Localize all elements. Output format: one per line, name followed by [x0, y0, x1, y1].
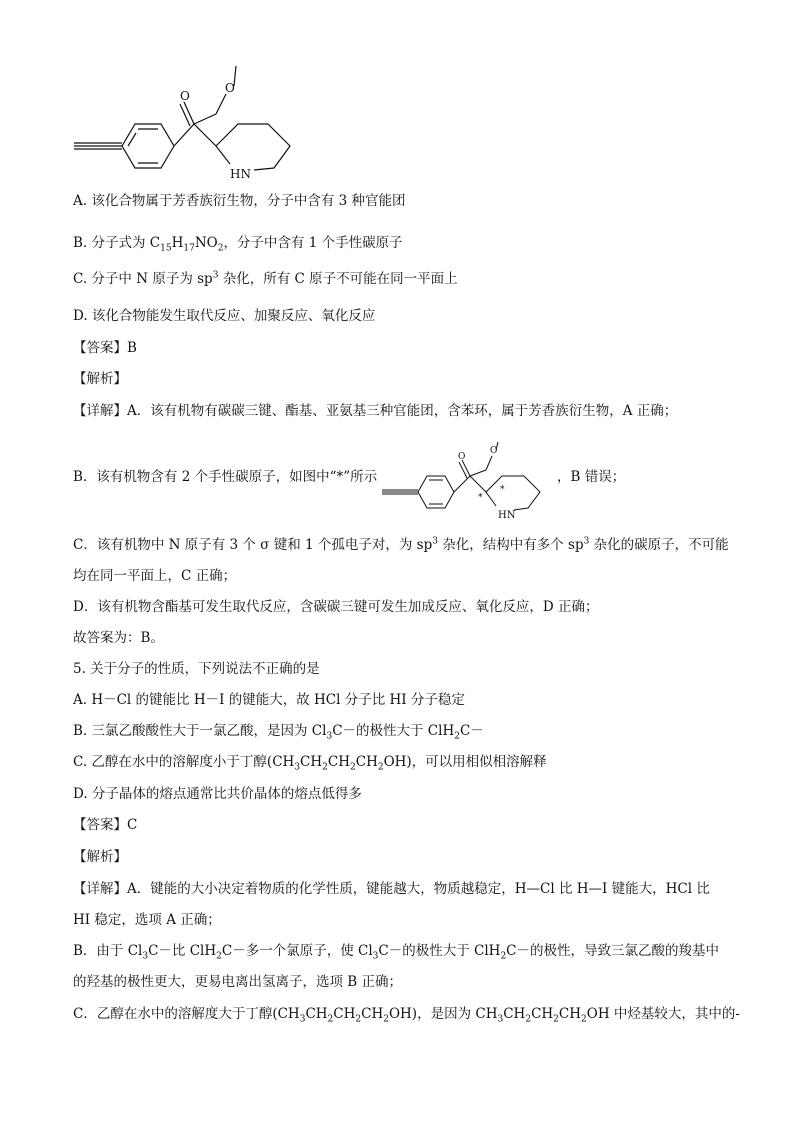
nh-label-2: HN [498, 510, 516, 521]
q5-option-b: B. 三氯乙酸酸性大于一氯乙酸，是因为 $Cl_3C-$的极性大于 ClH$_2$C－ [73, 723, 484, 742]
q5-option-a: A. H－Cl 的键能比 H－I 的键能大，故 HCl 分子比 HI 分子稳定 [73, 692, 465, 708]
q5-stem: 5. 关于分子的性质，下列说法不正确的是 [73, 661, 320, 677]
q5-detail-b-line2: 的羟基的极性更大，更易电离出氢离子，选项 B 正确； [73, 974, 403, 990]
nh-label: HN [230, 167, 251, 181]
detail-c-line2: 均在同一平面上，C 正确； [73, 568, 237, 584]
molecule-structure-chiral [378, 440, 554, 526]
svg-text:O: O [458, 452, 466, 462]
svg-text:O: O [225, 81, 235, 95]
option-d: D. 该化合物能发生取代反应、加聚反应、氧化反应 [73, 308, 376, 324]
svg-text:O: O [490, 446, 498, 456]
q5-detail-b-line1: B．由于 $Cl_3C-$比 ClH$_2$C－多一个氯原子，使 $Cl_3C-$的极性大于 ClH$_2$C－的极性，导致三氯乙酸的羧基中 [73, 943, 720, 962]
conclusion: 故答案为：B。 [73, 630, 164, 646]
q5-detail-c: C．乙醇在水中的溶解度大于丁醇$(CH_3CH_2CH_2CH_2OH)$，是因为 $CH_3CH_2CH_2CH_2OH$ 中烃基较大，其中的- [73, 1006, 740, 1025]
chiral-star-2: * [500, 485, 505, 495]
q5-detail-a-line2: HI 稳定，选项 A 正确； [73, 912, 221, 928]
q5-detail-a-line1: 【详解】A．键能的大小决定着物质的化学性质，键能越大，物质越稳定，H—Cl 比 H—I 键能大，HCl 比 [73, 881, 710, 897]
q5-option-c: C. 乙醇在水中的溶解度小于丁醇$(CH_3CH_2CH_2CH_2OH)$，可以用相似相溶解释 [73, 754, 547, 773]
q5-option-d: D. 分子晶体的熔点通常比共价晶体的熔点低得多 [73, 786, 362, 802]
detail-c-line1: C．该有机物中 N 原子有 3 个 σ 键和 1 个孤电子对，为 $sp^3$ 杂化，结构中有多个 $sp^3$ 杂化的碳原子，不可能 [73, 536, 729, 553]
option-a: A. 该化合物属于芳香族衍生物，分子中含有 3 种官能团 [73, 193, 406, 209]
q5-answer-label: 【答案】C [73, 817, 138, 833]
detail-d: D．该有机物含酯基可发生取代反应，含碳碳三键可发生加成反应、氧化反应，D 正确； [73, 599, 599, 615]
detail-b-tail: ，B 错误； [557, 469, 626, 485]
analysis-label: 【解析】 [73, 371, 127, 387]
molecule-structure [70, 58, 310, 188]
option-b: B. 分子式为 $C_{15}H_{17}NO_2$，分子中含有 1 个手性碳原子 [73, 235, 403, 254]
q5-analysis-label: 【解析】 [73, 849, 127, 865]
option-c: C. 分子中 N 原子为 $sp^3$ 杂化，所有 C 原子不可能在同一平面上 [73, 270, 458, 287]
chiral-star-1: * [478, 493, 483, 503]
detail-a: 【详解】A．该有机物有碳碳三键、酯基、亚氨基三种官能团，含苯环，属于芳香族衍生物，A 正确； [73, 403, 678, 419]
svg-text:O: O [180, 89, 190, 103]
answer-label: 【答案】B [73, 340, 137, 356]
detail-b: B．该有机物含有 2 个手性碳原子，如图中“*”所示 [73, 469, 378, 485]
